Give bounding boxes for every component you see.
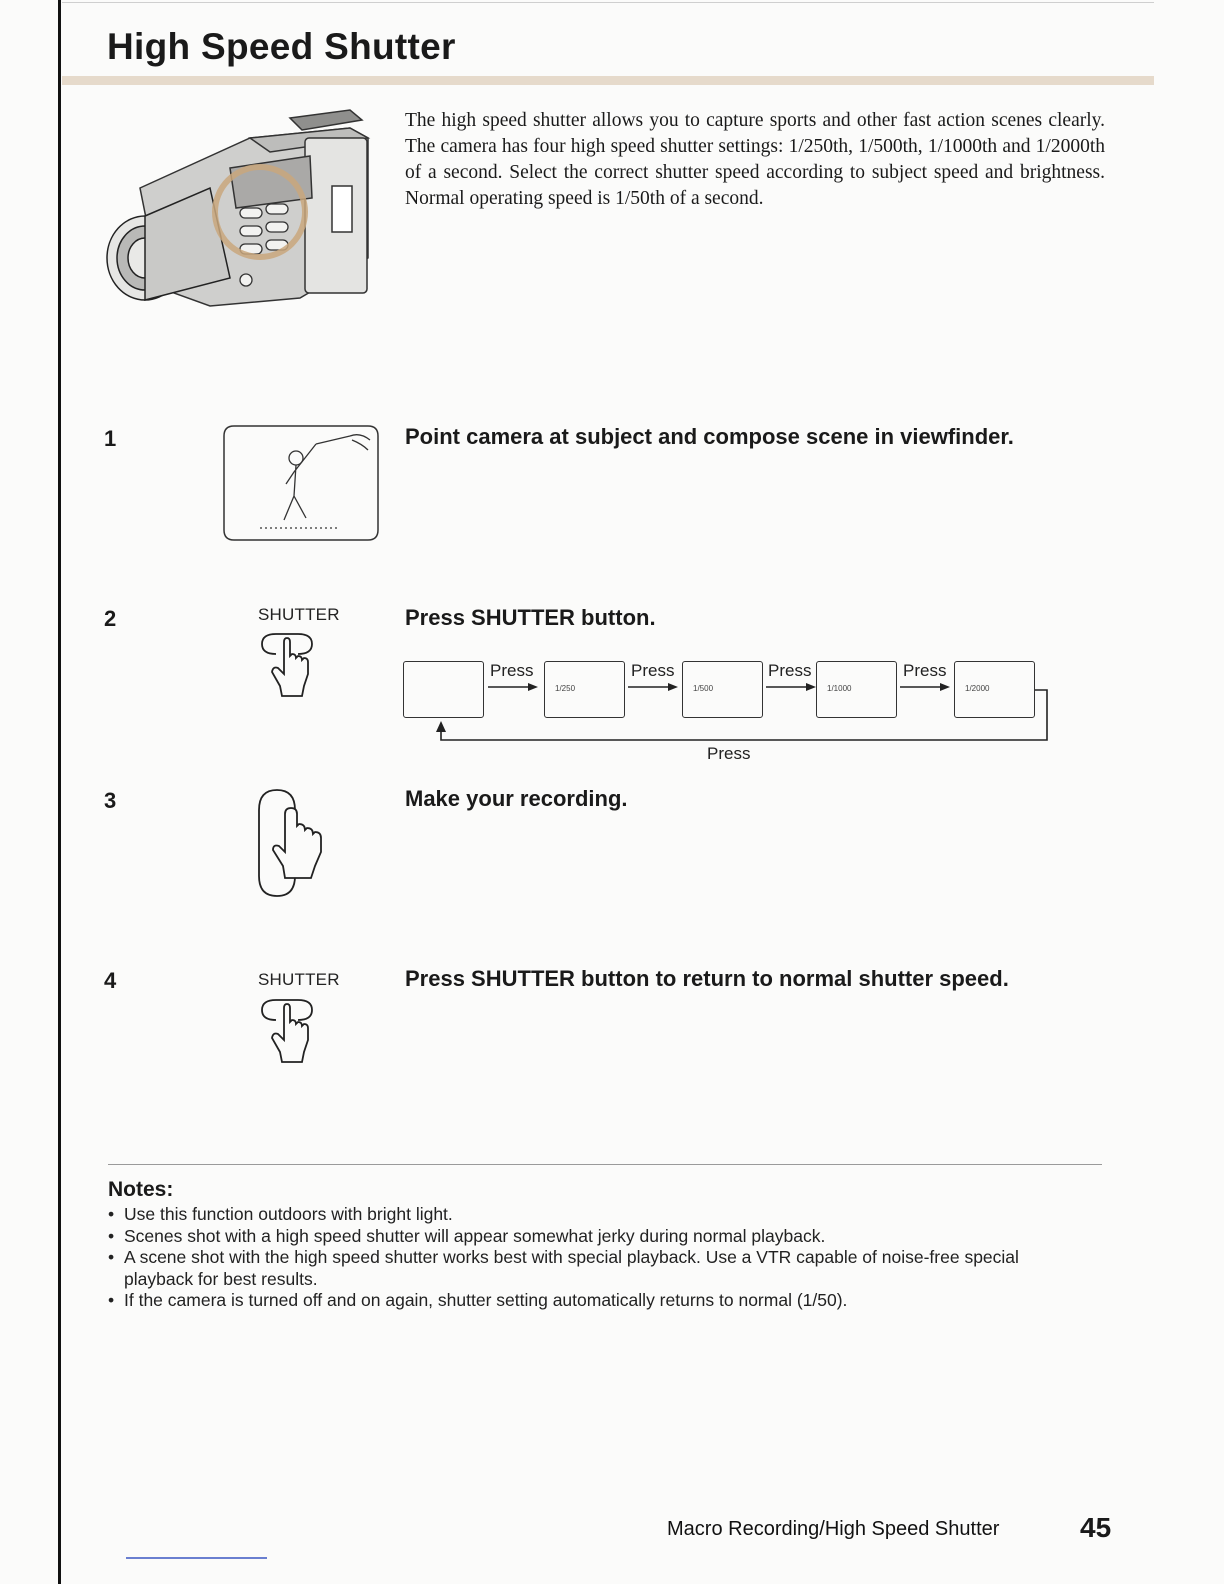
press-shutter-icon [258,996,322,1066]
flow-value: 1/500 [693,684,714,693]
step-number-4: 4 [104,968,117,993]
flow-return-line [430,688,1052,744]
flow-return-label: Press [707,744,751,763]
notes-heading: Notes: [108,1178,174,1201]
step-number-1: 1 [104,426,117,451]
flow-value: 1/2000 [965,684,990,693]
note-item: • Use this function outdoors with bright light. [108,1204,1070,1226]
notes-divider [108,1164,1102,1165]
note-item: • Scenes shot with a high speed shutter will appear somewhat jerky during normal playback. [108,1226,1070,1248]
top-rule [62,2,1154,3]
flow-press-label: Press [768,661,812,680]
intro-paragraph: The high speed shutter allows you to capture sports and other fast action scenes clearly. The camera has four high speed shutter settings: 1/250th, 1/500th, 1/1000th and 1/2000th of a second. Select the correct shutter speed according to subject speed and brightness. Normal operating speed is 1/50th of a second. [405,110,1105,209]
page-number: 45 [1080,1512,1112,1543]
shutter-button-label: SHUTTER [258,970,340,989]
flow-value: 1/1000 [827,684,852,693]
flow-press-label: Press [903,661,947,680]
camcorder-illustration [100,108,380,318]
press-shutter-icon [258,630,322,700]
step-number-3: 3 [104,788,117,813]
step-4-instruction: Press SHUTTER button to return to normal shutter speed. [405,966,1009,991]
shutter-button-label: SHUTTER [258,605,340,624]
title-underline-bar [62,76,1154,85]
flow-press-label: Press [490,661,534,680]
page-title: High Speed Shutter [107,26,456,67]
viewfinder-scene-illustration [220,424,382,544]
note-item: • A scene shot with the high speed shutter works best with special playback. Use a VTR capable of noise-free special playback for best results. [108,1247,1070,1290]
step-1-instruction: Point camera at subject and compose scene in viewfinder. [405,424,1014,449]
bottom-link-line [126,1557,267,1559]
notes-list [108,1204,1070,1312]
note-item: • If the camera is turned off and on again, shutter setting automatically returns to normal (1/50). [108,1290,1070,1312]
step-number-2: 2 [104,606,117,631]
step-3-instruction: Make your recording. [405,786,628,811]
record-button-hand-icon [255,786,345,900]
flow-press-label: Press [631,661,675,680]
page-margin-rule [58,0,61,1584]
footer-section-title: Macro Recording/High Speed Shutter [667,1518,1000,1540]
step-2-instruction: Press SHUTTER button. [405,605,656,630]
flow-value: 1/250 [555,684,576,693]
